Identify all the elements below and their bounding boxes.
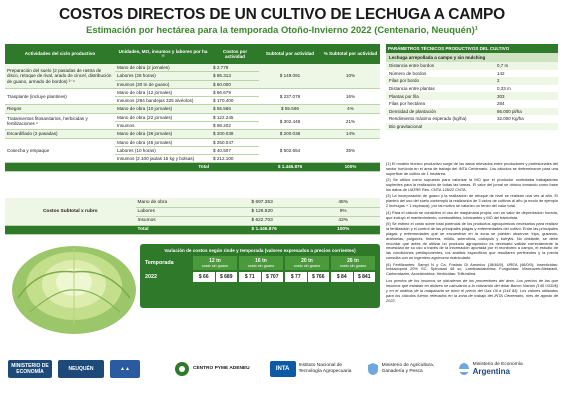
lettuce-image — [8, 228, 140, 336]
parameter-value: 0,33 m — [497, 86, 511, 92]
cost-cell: $ 40.507 — [211, 146, 259, 154]
cost-cell: $ 66.679 — [211, 88, 259, 96]
economy-caption: Ministerio de Economía — [472, 361, 523, 367]
table-row — [386, 108, 558, 116]
units-cell: Mano de obra (10 jornales) — [115, 105, 211, 113]
header-units: Unidades, MO, insumos y labores por ha ¹² — [115, 44, 211, 64]
subtotal-cell: $ 55.566 — [259, 105, 321, 113]
cost-cell: $ 86.313 — [211, 72, 259, 80]
technical-parameters-table — [386, 44, 558, 130]
subtotal-category: Mano de obra — [136, 198, 250, 207]
table-row — [5, 138, 380, 146]
parameters-subhead: Lechuga arrepollada a campo y sin mulching — [386, 53, 558, 62]
parameter-value: 303 — [494, 92, 558, 100]
activity-cell: Trasplante (incluye plantines) — [5, 88, 115, 105]
parameter-value: 86.000 pl/ha — [494, 108, 558, 116]
subtotal-cell: $ 200.038 — [259, 130, 321, 138]
inta-caption: Instituto Nacional de Tecnología Agropecuaria — [298, 363, 352, 374]
parameters-header: PARÁMETROS TÉCNICOS PRODUCTIVOS DEL CULTIVO — [386, 44, 558, 53]
parameter-value: 142 — [497, 70, 505, 76]
variation-year-label: 2022 — [145, 274, 157, 280]
cost-cell: $ 60.000 — [211, 80, 259, 88]
inta-mark: INTA — [270, 361, 296, 377]
percent-cell: 35% — [321, 138, 380, 163]
cost-table-body — [5, 64, 380, 171]
footnote: (3) La incorporación de guano y la realización de retoque de nivel se realizan una vez al año. El planteo del uso del suelo contempló la realización de 3 ciclos de cultivos al año (a modo de ejemplo 2 lechugas + 1 espinaca), por tal motivo se valorizo un tercio del valor total. — [386, 193, 558, 209]
total-row — [5, 163, 380, 171]
activity-cell: Escardillado (2 pasadas) — [5, 130, 115, 138]
cost-cell: $ 122.245 — [211, 113, 259, 121]
adeneu-caption: CENTRO PYME ADENEU — [193, 366, 250, 372]
variation-col-26: 26 tn costo sin guano — [331, 256, 375, 270]
table-row — [5, 198, 380, 207]
variation-panel — [140, 244, 380, 308]
percent-cell: 16% — [321, 88, 380, 105]
total-percent: 100% — [321, 163, 380, 171]
agriculture-logo — [367, 362, 440, 376]
subtotal-total-percent: 100% — [306, 225, 380, 234]
subtotal-cell: $ 237.079 — [259, 88, 321, 105]
parameter-key: Número de bordos — [389, 70, 427, 76]
table-row — [386, 123, 558, 131]
parameter-key: Filas por bordo — [386, 77, 494, 85]
cost-cell: $ 170.400 — [211, 97, 259, 105]
table-row — [386, 115, 558, 123]
subtotal-total-value: $ 1.446.876 — [249, 225, 306, 234]
cost-cell: $ 55.566 — [211, 105, 259, 113]
cost-cell: $ 200.038 — [211, 130, 259, 138]
sources-note: Los precios de los insumos se obtuvieron de los proveedores del área. Los precios de las que insumos que estaban en dólares se calcularon a la cotización del dólar Banco Nación (145 USD/$) y en el análisis de la maquinaria se tomó el precio del Gas Oil a (144 $/l). Los valores utilizados para los cálculos fueron relevados en la zona de trabajo del INTA Centenario, mes de agosto de 2022. — [386, 278, 558, 303]
footnote: (2) Se utilizó como supuesto para valorizar la MO que el productor contrataba trabajadores suplentes para la realización de todas las tareas. El valor del jornal se obtuvo tomando como base los datos de UATRE Res. CNTA 128/22 CNTA. — [386, 177, 558, 192]
total-value: $ 1.446.876 — [259, 163, 321, 171]
state-logo: ▲▲ — [110, 360, 140, 378]
units-cell: Insumos (30 tn de guano) — [115, 80, 211, 88]
units-cell: Labores (10 horas) — [115, 146, 211, 154]
parameter-key: Distancia entre plantas — [389, 86, 435, 92]
page-subtitle: Estimación por hectárea para la temporada Otoño-Invierno 2022 (Centenario, Neuquén)¹ — [86, 24, 478, 35]
adeneu-logo — [174, 361, 250, 377]
cost-cell: $ 250.047 — [211, 138, 259, 146]
activity-cell: Riegos — [5, 105, 115, 113]
subtotal-cell: $ 149.091 — [259, 64, 321, 88]
units-cell: Mano de obra (2 jornales) — [115, 64, 211, 72]
footnote: (5) Se estimó el costo sobre total potencial de los productos agroquímicos necesarios para realizar la fertilización y el control de las principales plagas y enfermedades del cultivo. Entre las principales plagas y enfermedades que se encuentran en la zona se pueden observar: trips, gusanos, arañuelas, pulgones, tintorera, mildiu, sclerotinia, oídiopsis y botrytis. No obstante, se debe recordar que antes de utilizar un producto agroquímico es necesario validar correctamente la necesidad de su uso a través de la información aportada por el monitoreo a campo, el estudio de las condiciones predisponentes, los análisis específicos que resultaren pertinentes y la previa consulta con un ingeniero agrónomo matriculado. — [386, 221, 558, 261]
subtotal-label: Costos Subtotal x rubro — [5, 198, 136, 225]
parameter-key: Plantas por fila — [386, 92, 494, 100]
coat-of-arms-icon — [458, 362, 470, 376]
parameter-value: 0,7 m — [494, 62, 558, 70]
subtotal-cell: $ 502.654 — [259, 138, 321, 163]
subtotal-value: $ 697.353 — [249, 198, 306, 207]
cost-table — [5, 44, 380, 172]
subtotal-percent: 9% — [306, 207, 380, 216]
units-cell: Insumos — [115, 121, 211, 129]
parameter-key: Densidad de plantación — [386, 108, 494, 116]
parameter-key: Rendimiento máximo esperado (kg/ha) — [389, 116, 467, 122]
table-row — [386, 100, 558, 108]
units-cell: Mano de obra (12 jornales) — [115, 88, 211, 96]
table-row — [386, 77, 558, 85]
page-title: COSTOS DIRECTOS DE UN CULTIVO DE LECHUGA A CAMPO — [59, 6, 505, 23]
header-activity: Actividades del ciclo productivo — [5, 44, 115, 64]
inta-logo — [270, 361, 355, 377]
subtotal-total-label: Total — [136, 225, 250, 234]
footnote: (4) Para el cálculo se consideró el uso de maquinaria propia, con un valor de depreciación horaria, que incluyó el mantenimiento, combustibles, lubricantes y MO del tractorista. — [386, 209, 558, 220]
activity-cell: Tratamientos fitosanitarios, herbicidas y fertilizaciones ⁶ — [5, 113, 115, 130]
parameter-value: 2 — [494, 77, 558, 85]
adeneu-icon — [174, 361, 190, 377]
neuquen-logo: NEUQUÉN — [58, 360, 104, 378]
header-cost: Costos por actividad — [211, 44, 259, 64]
table-row — [5, 130, 380, 138]
subtotal-cell: $ 302.448 — [259, 113, 321, 130]
header-percent: % Subtotal por actividad — [321, 44, 380, 64]
units-cell: Insumos (2.100 jaulas 15 kg y bolsas) — [115, 155, 211, 163]
footnote: (1) El modelo técnico productivo surge de los datos relevados entre productores y profesionales del sector hortícola en el área de trabajo del INTA Centenario. Los cálculos se determinaron para una superficie de cultivo de 1 hectárea. — [386, 161, 558, 176]
agriculture-caption: Ministerio de Agricultura, Ganadería y Pesca — [381, 363, 435, 374]
parameter-key: Filas por hectárea — [389, 101, 426, 107]
table-row — [386, 92, 558, 100]
variation-col-20: 20 tn costo sin guano — [285, 256, 329, 270]
footnotes — [386, 162, 558, 305]
parameter-key: Bio gravitacional — [386, 123, 494, 131]
economy-argentina-logo — [458, 362, 523, 377]
cost-cell: $ 2.778 — [211, 64, 259, 72]
variation-col-16: 16 tn costo sin guano — [239, 256, 283, 270]
table-row — [5, 64, 380, 72]
subtotal-value: $ 126.820 — [249, 207, 306, 216]
activity-cell: Preparación del suelo (2 pasadas de rastra de disco, retoque de rival, arado de cincel, distribución de guano, armado de bordos) ³⁻⁴ — [5, 64, 115, 88]
subtotal-percent: 48% — [306, 198, 380, 207]
subtotal-category: Insumos — [136, 216, 250, 225]
parameters-body — [386, 53, 558, 130]
parameter-key: Distancia entre bordos — [386, 62, 494, 70]
activity-cell: Cosecha y empaque — [5, 138, 115, 163]
variation-title: Variación de costos según rinde y temporada (valores expresados a precios corrientes) — [164, 248, 356, 253]
variation-values-20: $ 77 $ 766 — [285, 272, 329, 282]
neuquen-economy-logo: MINISTERIO DE ECONOMÍA — [8, 360, 52, 378]
subtotal-percent: 43% — [306, 216, 380, 225]
table-row — [5, 88, 380, 96]
table-row — [5, 113, 380, 121]
parameter-value: 284 — [497, 101, 505, 107]
variation-col-12: 12 tn costo sin guano — [193, 256, 237, 270]
subtotal-value: $ 622.703 — [249, 216, 306, 225]
table-row — [386, 85, 558, 93]
variation-values-16: $ 71 $ 707 — [239, 272, 283, 282]
total-label: Total — [115, 163, 211, 171]
table-row — [386, 62, 558, 70]
footer-logos — [0, 338, 564, 400]
variation-values-26: $ 84 $ 841 — [331, 272, 375, 282]
units-cell: Mano de obra (45 jornales) — [115, 138, 211, 146]
units-cell: Labores (28 horas) — [115, 72, 211, 80]
cost-cell: $ 98.202 — [211, 121, 259, 129]
percent-cell: 14% — [321, 130, 380, 138]
percent-cell: 21% — [321, 113, 380, 130]
parameter-value: 32.000 Kg/ha — [497, 116, 524, 122]
parameter-value — [494, 123, 558, 131]
table-row — [5, 105, 380, 113]
units-cell: Insumos (284 bandejas 325 alvéolos) — [115, 97, 211, 105]
units-cell: Mano de obra (22 jornales) — [115, 113, 211, 121]
header-subtotal: Subtotal por actividad — [259, 44, 321, 64]
shield-icon — [367, 362, 379, 376]
variation-season-label: Temporada — [145, 260, 174, 266]
economy-country: Argentina — [472, 367, 510, 377]
variation-values-12: $ 66 $ 689 — [193, 272, 237, 282]
percent-cell: 10% — [321, 64, 380, 88]
units-cell: Mano de obra (36 jornales) — [115, 130, 211, 138]
percent-cell: 4% — [321, 105, 380, 113]
footnote: (6) Fertilizantes: Sampi N y Ca, Fosfato Di Amónico (18/46/0), UREA (46/0/0); Insecticidas: Imidacloprid 20% SC, Spinosad 48 sc, Lambdacialotrina; Fungicidas: Mancozeb-Metalaxil, Carbendazim, Azoxistrobina; Herbicidas: Trifluralina. — [386, 261, 558, 277]
subtotal-category: Labores — [136, 207, 250, 216]
cost-cell: $ 212.100 — [211, 155, 259, 163]
table-row — [386, 70, 558, 78]
